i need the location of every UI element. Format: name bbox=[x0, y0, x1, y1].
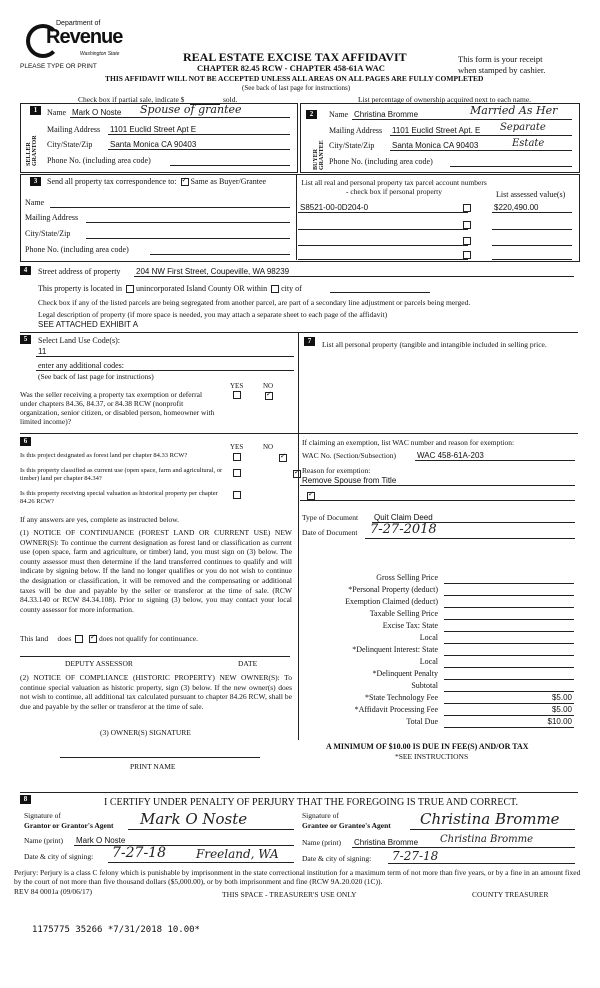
seller-side-label: SELLER GRANTOR bbox=[26, 135, 38, 166]
grantee-name-print[interactable]: Christina Bromme bbox=[354, 838, 419, 847]
if-yes-note: If any answers are yes, complete as instructed below. bbox=[20, 515, 180, 524]
sec3-phone-label: Phone No. (including area code) bbox=[25, 245, 129, 254]
land-use-code[interactable]: 11 bbox=[38, 347, 47, 356]
current-use-no-checkbox[interactable] bbox=[293, 470, 301, 478]
fee-label: Local bbox=[419, 657, 438, 666]
partial-sale-label: Check box if partial sale, indicate $ bbox=[78, 95, 185, 104]
instructions-note: (See back of last page for instructions) bbox=[242, 84, 351, 92]
grantor-signature[interactable]: Mark O Noste bbox=[140, 810, 248, 828]
send-correspondence-label: Send all property tax correspondence to: ✓ Same as Buyer/Grantee bbox=[47, 177, 266, 186]
buyer-name-handwritten: Married As Her bbox=[470, 104, 558, 117]
seller-address-label: Mailing Address bbox=[47, 125, 101, 134]
grantor-date-label: Date & city of signing: bbox=[24, 852, 94, 861]
sec6-yes: YES bbox=[230, 443, 244, 451]
sec3-address-label: Mailing Address bbox=[25, 213, 79, 222]
seller-city-label: City/State/Zip bbox=[47, 140, 93, 149]
parcel-number[interactable]: S8521-00-0D204-0 bbox=[300, 203, 369, 212]
unincorporated-checkbox[interactable] bbox=[126, 285, 134, 293]
fee-value[interactable]: $10.00 bbox=[547, 717, 572, 726]
personal-property-checkbox-4[interactable] bbox=[463, 251, 471, 259]
land-use-label: Select Land Use Code(s): bbox=[38, 336, 120, 345]
located-line: This property is located in unincorporated Island County OR within city of bbox=[38, 284, 302, 293]
buyer-address[interactable]: 1101 Euclid Street Apt. E bbox=[392, 126, 481, 135]
perjury-notice: Perjury: Perjury is a class C felony which is punishable by imprisonment in the state correctional institution for a maximum term of not more than five years, or by a fine in an amount fixed by the court of not more than five thousand dollars ($5,000.00), or by both imprisonment and fine (RCW 9A.20.020 (1C)). bbox=[14, 868, 581, 886]
exemption-claim-label: If claiming an exemption, list WAC number and reason for exemption: bbox=[302, 438, 515, 447]
assessor-date-label: DATE bbox=[238, 659, 258, 668]
same-as-buyer-checkbox[interactable] bbox=[181, 178, 189, 186]
grantee-date-label: Date & city of signing: bbox=[302, 854, 372, 863]
forest-no-checkbox[interactable] bbox=[279, 454, 287, 462]
fee-label: *Affidavit Processing Fee bbox=[354, 705, 438, 714]
sec3-city-label: City/State/Zip bbox=[25, 229, 71, 238]
grantee-name-label: Name (print) bbox=[302, 838, 341, 847]
notice-of-compliance: (2) NOTICE OF COMPLIANCE (HISTORIC PROPERTY) NEW OWNER(S): To continue special valuation as historic property, sign (3) below. If the new owner(s) does not wish to continue, all additional tax calculated pursuant to chapter 84.26 RCW, shall be due and payable by the seller or transferor at the time of sale. bbox=[20, 673, 292, 711]
section-2-number: 2 bbox=[306, 110, 317, 119]
see-instructions-note: *SEE INSTRUCTIONS bbox=[395, 752, 469, 761]
fee-value[interactable]: $5.00 bbox=[551, 693, 572, 702]
grantee-sig-label1: Signature of bbox=[302, 811, 339, 820]
receipt-line2: when stamped by cashier. bbox=[458, 65, 546, 75]
grantor-name-label: Name (print) bbox=[24, 836, 63, 845]
cashier-stamp: 1175775 35266 *7/31/2018 10.00* bbox=[32, 925, 200, 935]
historical-no-checkbox[interactable] bbox=[307, 492, 315, 500]
print-name-label: PRINT NAME bbox=[130, 762, 176, 771]
sec5-no: NO bbox=[263, 382, 274, 390]
fee-label: Exemption Claimed (deduct) bbox=[345, 597, 438, 606]
fee-label: Excise Tax: State bbox=[382, 621, 438, 630]
legal-description[interactable]: SEE ATTACHED EXHIBIT A bbox=[38, 320, 139, 329]
street-address-label: Street address of property bbox=[38, 267, 121, 276]
treasurer-space-label: THIS SPACE - TREASURER'S USE ONLY bbox=[222, 890, 357, 899]
sec5-no-checkbox[interactable] bbox=[265, 392, 273, 400]
fee-label: *Delinquent Penalty bbox=[372, 669, 438, 678]
document-type[interactable]: Quit Claim Deed bbox=[374, 513, 433, 522]
does-checkbox[interactable] bbox=[75, 635, 83, 643]
buyer-city-handwritten: Estate bbox=[512, 138, 545, 149]
parcel-header: List all real and personal property tax parcel account numbers - check box if personal property bbox=[301, 178, 487, 196]
fee-label: Gross Selling Price bbox=[376, 573, 438, 582]
additional-codes-label: enter any additional codes: bbox=[38, 361, 124, 370]
sec5-yes-checkbox[interactable] bbox=[233, 391, 241, 399]
fee-label: *Personal Property (deduct) bbox=[348, 585, 438, 594]
receipt-line1: This form is your receipt bbox=[458, 54, 543, 64]
grantee-name-handwritten: Christina Bromme bbox=[440, 834, 534, 845]
assessed-header: List assessed value(s) bbox=[496, 190, 566, 199]
grantor-name-print[interactable]: Mark O Noste bbox=[76, 836, 126, 845]
seller-address[interactable]: 1101 Euclid Street Apt E bbox=[110, 125, 197, 134]
grantor-signing-date[interactable]: 7-27-18 bbox=[112, 845, 166, 861]
street-address[interactable]: 204 NW First Street, Coupeville, WA 98239 bbox=[136, 267, 290, 276]
owner-signature-label: (3) OWNER(S) SIGNATURE bbox=[100, 728, 191, 737]
deputy-assessor-label: DEPUTY ASSESSOR bbox=[65, 659, 133, 668]
segregated-note: Check box if any of the listed parcels are being segregated from another parcel, are part of a secondary line adjustment or parcels being merged. bbox=[38, 298, 471, 307]
please-type: PLEASE TYPE OR PRINT bbox=[20, 63, 97, 70]
sec6-no: NO bbox=[263, 443, 274, 451]
continuance-line: This land does ✓ does not qualify for continuance. bbox=[20, 634, 198, 643]
fee-label: Taxable Selling Price bbox=[369, 609, 438, 618]
historical-question: Is this property receiving special valuation as historical property per chapter 84.26 RCW? bbox=[20, 490, 218, 505]
section-6-number: 6 bbox=[20, 437, 31, 446]
buyer-name-label: Name bbox=[329, 110, 349, 119]
does-not-checkbox[interactable] bbox=[89, 635, 97, 643]
buyer-phone-label: Phone No. (including area code) bbox=[329, 157, 433, 166]
buyer-city[interactable]: Santa Monica CA 90403 bbox=[392, 141, 479, 150]
section-3-number: 3 bbox=[30, 177, 41, 186]
form-revision: REV 84 0001a (09/06/17) bbox=[14, 887, 92, 896]
forest-land-question: Is this project designated as forest land per chapter 84.33 RCW? bbox=[20, 452, 188, 459]
grantee-sig-label2: Grantee or Grantee's Agent bbox=[302, 821, 391, 830]
buyer-name[interactable]: Christina Bromme bbox=[354, 110, 419, 119]
buyer-address-handwritten: Separate bbox=[500, 122, 546, 133]
buyer-side-label: BUYER GRANTEE bbox=[313, 140, 325, 170]
fee-label: Total Due bbox=[406, 717, 438, 726]
section-7-number: 7 bbox=[304, 337, 315, 346]
fee-label: Local bbox=[419, 633, 438, 642]
fee-label: *Delinquent Interest: State bbox=[352, 645, 438, 654]
logo-state: Washington State bbox=[80, 51, 120, 57]
exemption-question: Was the seller receiving a property tax exemption or deferral under chapters 84.36, 84.37, or 84.38 RCW (nonprofit organization, senior citizen, or disabled person, homeowner with limited income)? bbox=[20, 390, 215, 426]
reason-label: Reason for exemption: bbox=[302, 466, 371, 475]
warning-text: THIS AFFIDAVIT WILL NOT BE ACCEPTED UNLESS ALL AREAS ON ALL PAGES ARE FULLY COMPLETED bbox=[105, 74, 484, 83]
logo-name: Revenue bbox=[46, 26, 123, 48]
seller-name-label: Name bbox=[47, 108, 67, 117]
city-of-checkbox[interactable] bbox=[271, 285, 279, 293]
wac-label: WAC No. (Section/Subsection) bbox=[302, 451, 396, 460]
document-date-label: Date of Document bbox=[302, 528, 358, 537]
county-treasurer-label: COUNTY TREASURER bbox=[472, 890, 549, 899]
sec5-yes: YES bbox=[230, 382, 244, 390]
form-subtitle: CHAPTER 82.45 RCW - CHAPTER 458-61A WAC bbox=[197, 63, 385, 73]
grantor-signing-city[interactable]: Freeland, WA bbox=[196, 847, 279, 861]
exemption-reason[interactable]: Remove Spouse from Title bbox=[302, 476, 397, 485]
grantee-signature[interactable]: Christina Bromme bbox=[420, 810, 560, 828]
document-type-label: Type of Document bbox=[302, 513, 359, 522]
personal-property-checkbox-3[interactable] bbox=[463, 237, 471, 245]
document-date[interactable]: 7-27-2018 bbox=[370, 522, 437, 537]
seller-name[interactable]: Mark O Noste bbox=[72, 108, 122, 117]
notice-of-continuance: (1) NOTICE OF CONTINUANCE (FOREST LAND OR CURRENT USE) NEW OWNER(S): To continue the current designation as forest land or classification as current use (open space, farm and agriculture, or timber) land, you must sign on (3) below. The county assessor must then determine if the land transferred continues to qualify and will indicate by signing below. If the land no longer qualifies or you do not wish to continue the designation or classification, it will be removed and the compensating or additional taxes will be due and payable by the seller or transferor at the time of sale. (RCW 84.33.140 or RCW 84.34.108). Prior to signing (3) below, you may contact your local county assessor for more information. bbox=[20, 528, 292, 614]
sec5-instructions: (See back of last page for instructions) bbox=[38, 372, 154, 381]
seller-phone-label: Phone No. (including area code) bbox=[47, 156, 151, 165]
percentage-note: List percentage of ownership acquired next to each name. bbox=[358, 95, 532, 104]
sec3-name-label: Name bbox=[25, 198, 45, 207]
wac-number[interactable]: WAC 458-61A-203 bbox=[417, 451, 484, 460]
personal-property-checkbox-2[interactable] bbox=[463, 221, 471, 229]
fee-label: *State Technology Fee bbox=[364, 693, 438, 702]
buyer-city-label: City/State/Zip bbox=[329, 141, 375, 150]
sold-label: sold. bbox=[223, 95, 238, 104]
personal-property-label: List all personal property (tangible and intangible included in selling price. bbox=[322, 340, 547, 349]
grantee-signing-date[interactable]: 7-27-18 bbox=[392, 849, 439, 863]
section-1-number: 1 bbox=[30, 106, 41, 115]
forest-yes-checkbox[interactable] bbox=[233, 453, 241, 461]
certify-statement: I CERTIFY UNDER PENALTY OF PERJURY THAT THE FOREGOING IS TRUE AND CORRECT. bbox=[104, 797, 518, 808]
seller-name-handwritten: Spouse of grantee bbox=[140, 103, 242, 116]
section-4-number: 4 bbox=[20, 266, 31, 275]
assessed-value[interactable]: $220,490.00 bbox=[494, 203, 539, 212]
historical-yes-checkbox[interactable] bbox=[233, 491, 241, 499]
section-5-number: 5 bbox=[20, 335, 31, 344]
current-use-yes-checkbox[interactable] bbox=[233, 469, 241, 477]
current-use-question: Is this property classified as current use (open space, farm and agricultural, or timber) land per chapter 84.34? bbox=[20, 467, 223, 482]
logo-department: Department of bbox=[56, 20, 101, 27]
dor-logo bbox=[20, 18, 140, 62]
grantor-sig-label2: Grantor or Grantor's Agent bbox=[24, 821, 114, 830]
grantor-sig-label1: Signature of bbox=[24, 811, 61, 820]
fee-value[interactable]: $5.00 bbox=[551, 705, 572, 714]
seller-city[interactable]: Santa Monica CA 90403 bbox=[110, 140, 197, 149]
section-8-number: 8 bbox=[20, 795, 31, 804]
minimum-due-note: A MINIMUM OF $10.00 IS DUE IN FEE(S) AND/OR TAX bbox=[326, 742, 529, 751]
buyer-address-label: Mailing Address bbox=[329, 126, 383, 135]
form-title: REAL ESTATE EXCISE TAX AFFIDAVIT bbox=[183, 50, 407, 64]
personal-property-checkbox-1[interactable] bbox=[463, 204, 471, 212]
legal-description-label: Legal description of property (if more space is needed, you may attach a separate sheet to each page of the affidavit) bbox=[38, 310, 388, 319]
fee-label: Subtotal bbox=[411, 681, 438, 690]
